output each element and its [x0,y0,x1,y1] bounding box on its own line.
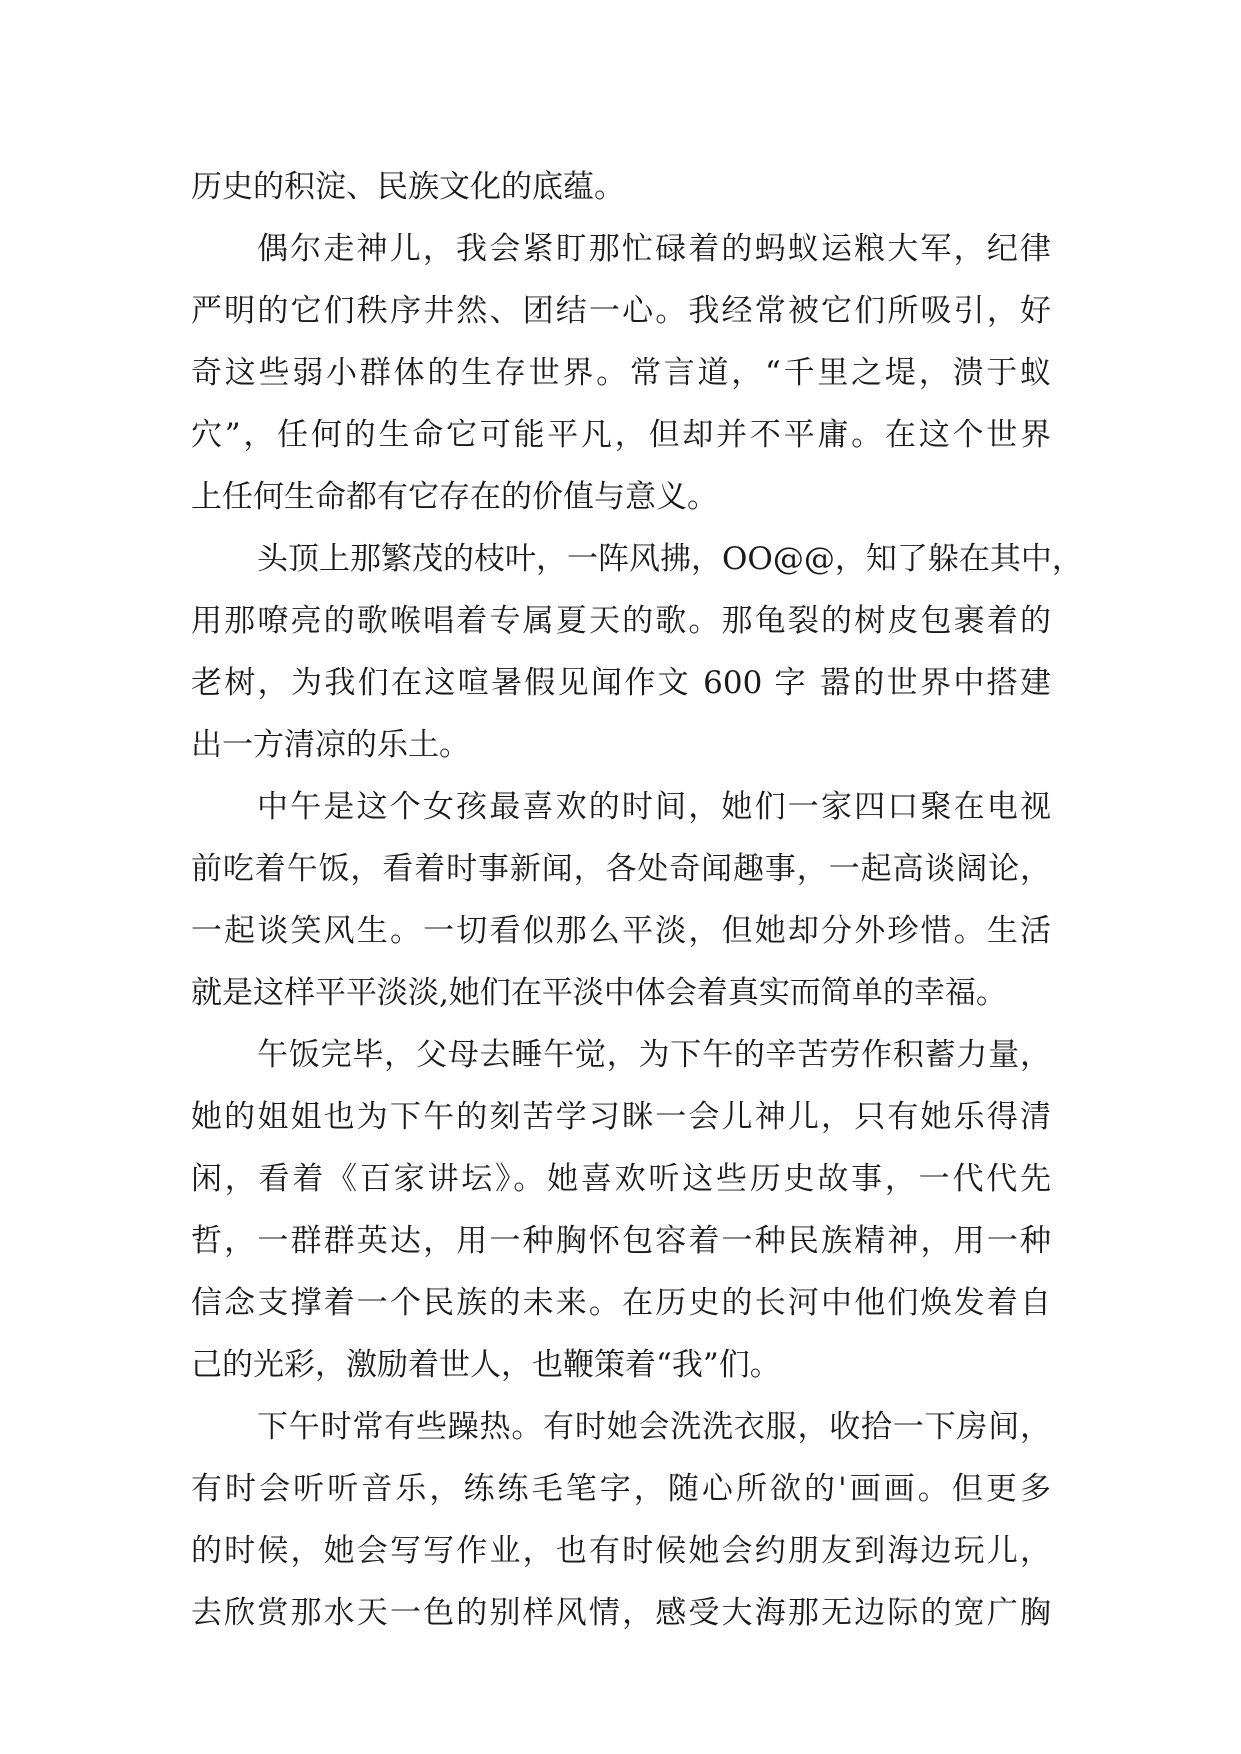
document-body [191,156,1083,1644]
text-line: 用那嘹亮的歌喉唱着专属夏天的歌。那龟裂的树皮包裹着的 [191,603,1051,639]
text-line: 哲，一群群英达，用一种胸怀包容着一种民族精神，用一种 [191,1223,1051,1259]
text-line: 偶尔走神儿，我会紧盯那忙碌着的蚂蚁运粮大军，纪律 [257,231,1051,267]
text-line: 去欣赏那水天一色的别样风情，感受大海那无边际的宽广胸 [191,1595,1051,1631]
text-line: 就是这样平平淡淡,她们在平淡中体会着真实而简单的幸福。 [191,975,1007,1011]
text-line: 闲，看着《百家讲坛》。她喜欢听这些历史故事，一代代先 [191,1161,1051,1197]
text-line: 她的姐姐也为下午的刻苦学习眯一会儿神儿，只有她乐得清 [191,1099,1051,1135]
text-line: 午饭完毕，父母去睡午觉，为下午的辛苦劳作积蓄力量， [257,1037,1051,1073]
text-line: 穴”，任何的生命它可能平凡，但却并不平庸。在这个世界 [191,417,1051,453]
text-line: 有时会听听音乐，练练毛笔字，随心所欲的'画画。但更多 [191,1471,1051,1507]
text-line: 出一方清凉的乐土。 [191,727,470,763]
text-line: 中午是这个女孩最喜欢的时间，她们一家四口聚在电视 [257,789,1051,825]
text-line: 一起谈笑风生。一切看似那么平淡，但她却分外珍惜。生活 [191,913,1051,949]
text-line: 信念支撑着一个民族的未来。在历史的长河中他们焕发着自 [191,1285,1051,1321]
text-line: 上任何生命都有它存在的价值与意义。 [191,479,718,515]
text-line: 的时候，她会写写作业，也有时候她会约朋友到海边玩儿， [191,1533,1051,1569]
text-line: 己的光彩，激励着世人，也鞭策着“我”们。 [191,1347,781,1383]
text-line: 严明的它们秩序井然、团结一心。我经常被它们所吸引，好 [191,293,1051,329]
text-line: 前吃着午饭，看着时事新闻，各处奇闻趣事，一起高谈阔论， [191,851,1051,887]
text-line: 下午时常有些躁热。有时她会洗洗衣服，收拾一下房间， [257,1409,1051,1445]
text-line: 奇这些弱小群体的生存世界。常言道，“千里之堤，溃于蚁 [191,355,1051,391]
text-line: 头顶上那繁茂的枝叶，一阵风拂，OO@@，知了躲在其中， [257,541,1083,577]
text-line: 老树，为我们在这喧暑假见闻作文 600 字 嚣的世界中搭建 [191,665,1051,701]
text-line: 历史的积淀、民族文化的底蕴。 [191,169,625,205]
